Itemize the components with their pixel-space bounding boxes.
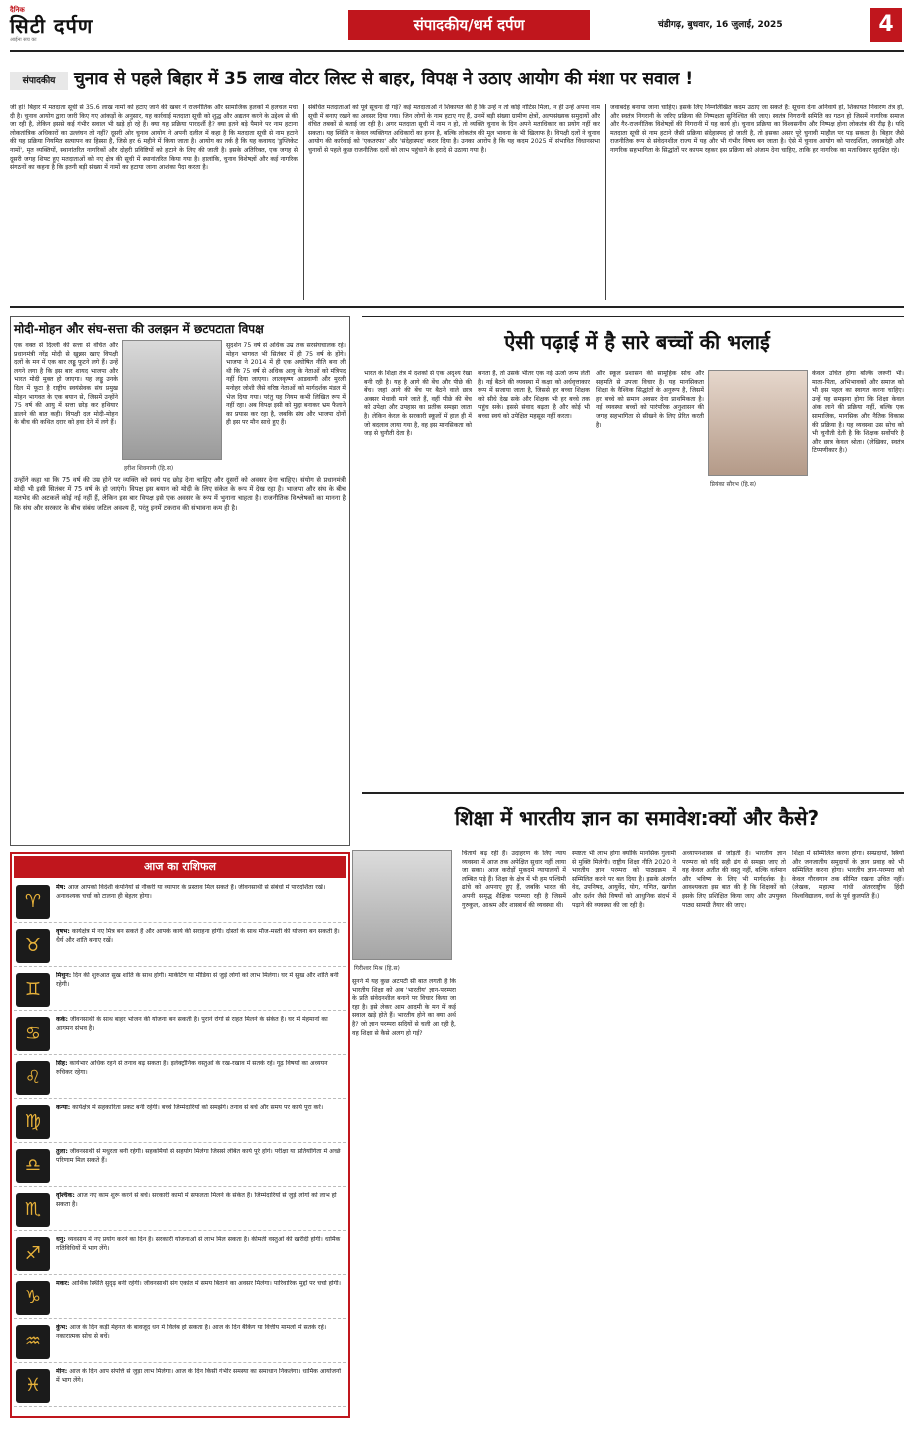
horoscope-item bbox=[14, 1146, 346, 1187]
editorial-headline: चुनाव से पहले बिहार में 35 लाख वोटर लिस्ट से बाहर, विपक्ष ने उठाए आयोग की मंशा पर सवाल ! bbox=[74, 69, 694, 89]
opinion-text-left: एक वक्त से दिल्ली की सत्ता से वंचित और प्रधानमंत्री नरेंद्र मोदी से खुन्नस खाए विपक्षी दलों के मन में एक बार लड्डू फूटने लगे हैं। उन्हें लगने लगा है कि इस बार शायद भाजपा और भारत मोदी मुक्त हो जाएगा। यह लड्डू उनके दिल में फूटा है राष्ट्रीय स्वयंसेवक संघ प्रमुख मोहन भागवत के एक बयान से, जिसमें उन्होंने 75 वर्ष की आयु में सत्ता छोड़ कर हथियार डालने की बात कही। विपक्षी दल मोदी-मोहन के बीच की कथित दरार को हवा देने में लगे हैं। bbox=[14, 342, 118, 427]
opinion-headline: मोदी-मोहन और संघ-सत्ता की उलझन में छटपटाता विपक्ष bbox=[14, 322, 264, 336]
section-rule bbox=[10, 306, 904, 308]
zodiac-label: मीन: bbox=[56, 1368, 68, 1375]
horoscope-item bbox=[14, 1234, 346, 1275]
education-text-col-4: केवल उचित होगा बल्कि जरूरी भी। माता-पिता, अभिभावकों और समाज को भी इस पहल का स्वागत करना चाहिए। उन्हें यह समझना होगा कि शिक्षा केवल अंक लाने की प्रक्रिया नहीं, बल्कि एक सामाजिक, मानसिक और नैतिक विकास की प्रक्रिया है। यह व्यवस्था उस सोच को भी चुनौती देती है कि शिक्षक सर्वोपरि है और छात्र केवल श्रोता। (लेखिका, स्वतंत्र टिप्पणीकार है।) bbox=[812, 370, 904, 455]
page-number: 4 bbox=[870, 8, 902, 42]
zodiac-label: मकर: bbox=[56, 1280, 70, 1287]
horoscope-text bbox=[56, 884, 344, 922]
opinion-text-main: उन्होंने कहा था कि 75 वर्ष की उम्र होने पर व्यक्ति को स्वयं पद छोड़ देना चाहिए और दूसरों को अवसर देना चाहिए। संयोग से प्रधानमंत्री मोदी भी इसी सितंबर में 75 वर्ष के हो जाएंगे। विपक्ष इस बयान को मोदी के लिए संकेत के रूप में देख रहा है। भाजपा और संघ के बीच मतभेद की अटकलें कोई नई नहीं हैं, लेकिन इस बार विपक्ष इसे एक अवसर के रूप में भुनाना चाहता है। राजनीतिक विश्लेषकों का मानना है कि संघ और सरकार के बीच संबंध जटिल अवश्य हैं, परंतु इनमें टकराव की संभावना कम ही है। bbox=[14, 476, 346, 512]
masthead-prefix: दैनिक bbox=[10, 6, 25, 14]
masthead-tagline: आईना सच का bbox=[10, 37, 37, 43]
section-banner: संपादकीय/धर्म दर्पण bbox=[348, 10, 590, 40]
zodiac-label: धनु: bbox=[56, 1236, 66, 1243]
zodiac-label: मिथुन: bbox=[56, 972, 72, 979]
zodiac-icon: ♌ bbox=[16, 1061, 50, 1095]
zodiac-label: कर्क: bbox=[56, 1016, 68, 1023]
zodiac-prediction: दिन की शुरुआत सुख शांति के साथ होगी। मार्केटिंग या मीडिया से जुड़े लोगों को लाभ मिलेगा। घर में सुख और शांति बनी रहेगी। bbox=[56, 972, 339, 988]
dateline: चंडीगढ़, बुधवार, 16 जुलाई, 2025 bbox=[658, 20, 783, 30]
education-text-col-2: बनता है, तो उसके भीतर एक नई ऊर्जा जन्म लेती है। नई बैठने की व्यवस्था में कक्षा को अर्धवृत्ताकार रूप में सजाया जाता है, जिससे हर बच्चा शिक्षक को सीधे देख सके और शिक्षक भी हर बच्चे तक पहुंच सके। इससे संवाद बढ़ता है और कोई भी बच्चा स्वयं को उपेक्षित महसूस नहीं करता। bbox=[478, 370, 590, 420]
education-headline: ऐसी पढ़ाई में है सारे बच्चों की भलाई bbox=[504, 330, 770, 354]
author-caption: प्रियंका सौरभ (हि.स) bbox=[710, 481, 757, 488]
author-photo bbox=[708, 370, 808, 476]
header-rule bbox=[10, 50, 904, 52]
knowledge-text-col-2: चिंतायें बढ़ रही हैं। उदाहरण के लिए न्याय व्यवस्था में आज तक अपेक्षित सुधार नहीं लाया जा सका। आज करोड़ों मुकदमे न्यायालयों में लम्बित पड़े हैं। शिक्षा के क्षेत्र में भी हम पश्चिमी ढांचे को अपनाए हुए हैं, जबकि भारत की अपनी समृद्ध शैक्षिक परम्परा रही है जिसमें गुरुकुल, आश्रम और शास्त्रार्थ की व्यवस्था थी। bbox=[462, 850, 566, 909]
zodiac-prediction: आज के दिन कड़ी मेहनत के बावजूद धन में विलंब हो सकता है। आज के दिन बैंकिंग या वित्तीय मामलों में सतर्क रहें। नकारात्मक सोच से बचें। bbox=[56, 1324, 327, 1340]
zodiac-icon: ♊ bbox=[16, 973, 50, 1007]
section-rule bbox=[362, 316, 904, 317]
opinion-text-right: सुदर्शन 75 वर्ष से अधिक उम्र तक सरसंघचालक रहे। मोहन भागवत भी सितंबर में ही 75 वर्ष के होंगे। भाजपा ने 2014 में ही एक अघोषित नीति बना ली थी कि 75 वर्ष से अधिक आयु के नेताओं को मंत्रिपद नहीं दिया जाएगा। लालकृष्ण आडवाणी और मुरली मनोहर जोशी जैसे वरिष्ठ नेताओं को मार्गदर्शक मंडल में भेज दिया गया। परंतु यह नियम कभी लिखित रूप में नहीं रहा। अब विपक्ष इसी को मुद्दा बनाकर भ्रम फैलाने का प्रयास कर रहा है, जबकि संघ और भाजपा दोनों ही इस पर मौन साधे हुए हैं। bbox=[226, 342, 346, 427]
horoscope-text bbox=[56, 1016, 344, 1054]
knowledge-text-col-1: सुनने में यह कुछ अटपटी सी बात लगती है कि भारतीय शिक्षा को अब 'भारतीय' ज्ञान-परम्परा के प्रति संवेदनशील बनाने पर विचार किया जा रहा है। इसे लेकर आम आदमी के मन में कई सवाल खड़े होते हैं। भारतीय होने का क्या अर्थ है? जो ज्ञान परम्परा सदियों से चली आ रही है, वह शिक्षा से कैसे अलग हो गई? bbox=[352, 978, 456, 1037]
zodiac-icon: ♍ bbox=[16, 1105, 50, 1139]
author-caption: गिरीश्वर मिश्र (हि.स) bbox=[354, 965, 400, 972]
editorial-tag: संपादकीय bbox=[10, 72, 68, 90]
zodiac-prediction: आर्थिक स्थिति सुदृढ़ बनी रहेगी। जीवनसाथी संग एकांत में समय बिताने का अवसर मिलेगा। पारिवारिक मुद्दों पर चर्चा होगी। bbox=[71, 1280, 341, 1287]
zodiac-prediction: जीवनसाथी से मधुरता बनी रहेगी। सहकर्मियों से सहयोग मिलेगा जिससे लंबित कार्य पूरे होंगे। परीक्षा या प्रतियोगिता में अच्छे परिणाम मिल सकते हैं। bbox=[56, 1148, 341, 1164]
zodiac-icon: ♐ bbox=[16, 1237, 50, 1271]
knowledge-text-col-5: शिक्षा में सम्मिलित करना होगा। सम्प्रदायों, स्त्रियों और जनजातीय समुदायों के ज्ञान प्रवाह को भी सम्मिलित करना होगा। भारतीय ज्ञान-परम्परा को केवल गौरवगान तक सीमित रखना उचित नहीं। (लेखक, महात्मा गांधी अंतरराष्ट्रीय हिंदी विश्वविद्यालय, वर्धा के पूर्व कुलपति हैं।) bbox=[792, 850, 904, 900]
zodiac-label: कन्या: bbox=[56, 1104, 71, 1111]
zodiac-prediction: आज के दिन आप संपत्ति से जुड़ा लाभ मिलेगा। आज के दिन किसी गंभीर समस्या का समाधान निकलेगा। धार्मिक आयोजनों में भाग लेंगे। bbox=[56, 1368, 341, 1384]
horoscope-item bbox=[14, 1102, 346, 1143]
section-rule bbox=[362, 792, 904, 794]
zodiac-label: वृषभ: bbox=[56, 928, 70, 935]
horoscope-text bbox=[56, 1236, 344, 1274]
horoscope-text bbox=[56, 928, 344, 966]
zodiac-icon: ♉ bbox=[16, 929, 50, 963]
column-divider bbox=[303, 104, 304, 300]
zodiac-prediction: जीवनसाथी के साथ बाहर भोजन की योजना बन सकती है। पुराने रोगों से राहत मिलने के संकेत हैं। घर में मेहमानों का आगमन संभव है। bbox=[56, 1016, 328, 1032]
horoscope-item bbox=[14, 1278, 346, 1319]
horoscope-text bbox=[56, 1192, 344, 1230]
education-text-col-3: और स्कूल प्रशासन की सामूहिक सोच और सहमति से उपजा विचार है। यह मानसिकता शिक्षा के वैश्विक सिद्धांतों के अनुरूप है, जिसमें हर बच्चे को समान अवसर देना प्राथमिकता है। नई व्यवस्था बच्चों को पारंपरिक अनुशासन की जगह सहभागिता से सीखने के लिए प्रेरित करती है। bbox=[596, 370, 704, 429]
zodiac-prediction: कार्यक्षेत्र में नए मित्र बन सकते हैं और आपके कार्य की सराहना होगी। दोस्तों के साथ मौज-मस्ती की योजना बन सकती है। धैर्य और शांति बनाए रखें। bbox=[56, 928, 340, 944]
horoscope-text bbox=[56, 1324, 344, 1362]
masthead bbox=[10, 6, 120, 44]
horoscope-title: आज का राशिफल bbox=[14, 856, 346, 878]
knowledge-headline: शिक्षा में भारतीय ज्ञान का समावेश:क्यों और कैसे? bbox=[454, 806, 820, 830]
zodiac-icon: ♎ bbox=[16, 1149, 50, 1183]
horoscope-text bbox=[56, 1104, 344, 1142]
editorial-column-2: संबंधित मतदाताओं को पूर्व सूचना दी गई? कई मतदाताओं ने शिकायत की है कि उन्हें न तो कोई नोटिस मिला, न ही उन्हें अपना नाम सूची में बनाए रखने का अवसर दिया गया। जिन लोगों के नाम हटाए गए हैं, उनमें बड़ी संख्या ग्रामीण क्षेत्रों, अल्पसंख्यक समुदायों और वंचित तबकों से बताई जा रही है। अगर मतदाता सूची में नाम न हो, तो व्यक्ति चुनाव के दिन अपने मताधिकार का प्रयोग नहीं कर सकता। यह स्थिति न केवल व्यक्तिगत अधिकारों का हनन है, बल्कि लोकतंत्र की मूल भावना के भी खिलाफ है। विपक्षी दलों ने चुनाव आयोग की कार्रवाई को 'एकतरफा' और 'संदेहास्पद' करार दिया है। उनका आरोप है कि यह कदम 2025 में संभावित विधानसभा चुनावों से पहले कुछ राजनीतिक दलों को लाभ पहुंचाने के इरादे से उठाया गया है। bbox=[308, 104, 600, 154]
horoscope-item bbox=[14, 1366, 346, 1407]
editorial-column-1: जी हां! बिहार में मतदाता सूची से 35.6 लाख नामों को हटाए जाने की खबर ने राजनीतिक और सामाजिक हलकों में हलचल मचा दी है। चुनाव आयोग द्वारा जारी किए गए आंकड़ों के अनुसार, यह कार्रवाई मतदाता सूची को शुद्ध और अद्यतन करने के उद्देश्य से की जा रही है, लेकिन इससे कई गंभीर सवाल भी खड़े हो रहे हैं। क्या यह प्रक्रिया पारदर्शी है? क्या इतने बड़े पैमाने पर नाम हटाना लोकतांत्रिक अधिकारों का उल्लंघन तो नहीं? दूसरी ओर चुनाव आयोग ने अपनी दलील में कहा है कि मतदाता सूची से नाम हटाने की यह प्रक्रिया नियमित सत्यापन का हिस्सा है, जिसे हर 6 महीने में किया जाता है। आयोग का तर्क है कि यह कवायद 'डुप्लिकेट नामों', मृत व्यक्तियों, स्थानांतरित नागरिकों और दोहरी प्रविष्टियों को हटाने के लिए की जाती है। इसके अतिरिक्त, एक जगह से दूसरी जगह शिफ्ट हुए मतदाताओं को नए क्षेत्र की सूची में स्थानांतरित किया गया है। हालांकि, चुनाव विशेषज्ञों और कई नागरिक संगठनों का कहना है कि इतनी बड़ी संख्या में नामों का हटाया जाना आशंका पैदा करता है। bbox=[10, 104, 298, 172]
horoscope-text bbox=[56, 1280, 344, 1318]
zodiac-icon: ♈ bbox=[16, 885, 50, 919]
zodiac-icon: ♋ bbox=[16, 1017, 50, 1051]
column-divider bbox=[605, 104, 606, 300]
zodiac-label: मेष: bbox=[56, 884, 66, 891]
zodiac-icon: ♓ bbox=[16, 1369, 50, 1403]
author-caption: हरीश शिवनानी (हि.स) bbox=[124, 465, 174, 472]
zodiac-label: कुंभ: bbox=[56, 1324, 68, 1331]
horoscope-text bbox=[56, 1148, 344, 1186]
horoscope-item bbox=[14, 1014, 346, 1055]
horoscope-text bbox=[56, 972, 344, 1010]
editorial-column-3: जवाबदेह बनाया जाना चाहिए। इसके लिए निम्नलिखित कदम उठाए जा सकते हैं: सूचना देना अनिवार्य हो, शिकायत निवारण तंत्र हो, और स्वतंत्र निगरानी के जरिए प्रक्रिया की निष्पक्षता सुनिश्चित की जाए। स्वतंत्र निगरानी समिति का गठन हो जिसमें नागरिक समाज और गैर-राजनीतिक विशेषज्ञों की निगरानी में यह कार्य हो। चुनाव प्रक्रिया का विश्वसनीय और निष्पक्ष होना लोकतंत्र की रीढ़ है। यदि मतदाता सूची से नाम हटाने जैसी प्रक्रिया संदेहास्पद हो जाती है, तो इसका असर पूरे चुनावी माहौल पर पड़ सकता है। बिहार जैसे राजनीतिक रूप से संवेदनशील राज्य में यह और भी गंभीर विषय बन जाता है। ऐसे में चुनाव आयोग को पारदर्शिता, जवाबदेही और नागरिक सहभागिता के सिद्धांतों पर कायम रहकर इस प्रक्रिया को अंजाम देना चाहिए, ताकि हर नागरिक का मताधिकार सुरक्षित रहे। bbox=[610, 104, 904, 154]
knowledge-text-col-3: स्पष्टतः भी लाभ होगा क्योंकि मानसिक गुलामी से मुक्ति मिलेगी। राष्ट्रीय शिक्षा नीति 2020 ने भारतीय ज्ञान परम्परा को पाठ्यक्रम में सम्मिलित करने पर बल दिया है। इसके अंतर्गत वेद, उपनिषद, आयुर्वेद, योग, गणित, खगोल और दर्शन जैसे विषयों को आधुनिक संदर्भ में पढ़ाने की व्यवस्था की जा रही है। bbox=[572, 850, 676, 909]
horoscope-item bbox=[14, 1322, 346, 1363]
horoscope-item bbox=[14, 1058, 346, 1099]
horoscope-text bbox=[56, 1368, 344, 1406]
horoscope-text bbox=[56, 1060, 344, 1098]
horoscope-item bbox=[14, 926, 346, 967]
zodiac-icon: ♒ bbox=[16, 1325, 50, 1359]
zodiac-label: सिंह: bbox=[56, 1060, 68, 1067]
zodiac-label: तुला: bbox=[56, 1148, 68, 1155]
zodiac-prediction: व्यवसाय में नए प्रयोग करने का दिन है। सरकारी योजनाओं से लाभ मिल सकता है। कीमती वस्तुओं की खरीदी होगी। धार्मिक गतिविधियों में भाग लेंगे। bbox=[56, 1236, 341, 1252]
education-text-col-1: भारत के शिक्षा तंत्र में दशकों से एक अदृश्य रेखा बनी रही है। यह है आगे की बेंच और पीछे की बेंच। जहां आगे की बेंच पर बैठने वाले छात्र अक्सर मेधावी माने जाते हैं, वहीं पीछे की बेंच को उपेक्षा और उपहास का प्रतीक समझा जाता है। लेकिन केरल के सरकारी स्कूलों में हाल ही में जो बदलाव लाया गया है, वह इस मानसिकता को जड़ से चुनौती देता है। bbox=[364, 370, 472, 438]
horoscope-item bbox=[14, 1190, 346, 1231]
zodiac-prediction: आज आपको विदेशी कंपनियों से नौकरी या व्यापार के प्रस्ताव मिल सकते हैं। जीवनसाथी से संबंधों में पारदर्शिता रखें। अनावश्यक चर्चा को टालना ही बेहतर होगा। bbox=[56, 884, 326, 900]
author-photo bbox=[352, 850, 452, 960]
zodiac-prediction: कार्यक्षेत्र में सहकारिता प्रकट बनी रहेगी। बच्चे जिम्मेदारियों को समझेंगे। तनाव से बचें और समय पर कार्य पूरा करें। bbox=[72, 1104, 324, 1111]
zodiac-prediction: कार्यभार अधिक रहने से तनाव बढ़ सकता है। इलेक्ट्रॉनिक वस्तुओं के रख-रखाव में सतर्क रहें। गूढ़ विषयों का अध्ययन रुचिकर रहेगा। bbox=[56, 1060, 328, 1076]
zodiac-icon: ♑ bbox=[16, 1281, 50, 1315]
horoscope-item bbox=[14, 970, 346, 1011]
zodiac-icon: ♏ bbox=[16, 1193, 50, 1227]
zodiac-prediction: आज नए काम शुरू करने से बचें। सरकारी कामों में सफलता मिलने के संकेत हैं। जिम्मेदारियों से जुड़े लोगों को लाभ हो सकता है। bbox=[56, 1192, 337, 1208]
knowledge-text-col-4: अध्यापनशास्त्र से जोड़ती है। भारतीय ज्ञान परम्परा को यदि सही ढंग से समझा जाए तो वह केवल अतीत की वस्तु नहीं, बल्कि वर्तमान और भविष्य के लिए भी मार्गदर्शक है। आवश्यकता इस बात की है कि शिक्षकों को इसके लिए प्रशिक्षित किया जाए और उपयुक्त पाठ्य सामग्री तैयार की जाए। bbox=[682, 850, 786, 909]
horoscope-item bbox=[14, 882, 346, 923]
author-photo bbox=[122, 340, 222, 460]
masthead-title: सिटी दर्पण bbox=[10, 14, 94, 38]
zodiac-label: वृश्चिक: bbox=[56, 1192, 75, 1199]
